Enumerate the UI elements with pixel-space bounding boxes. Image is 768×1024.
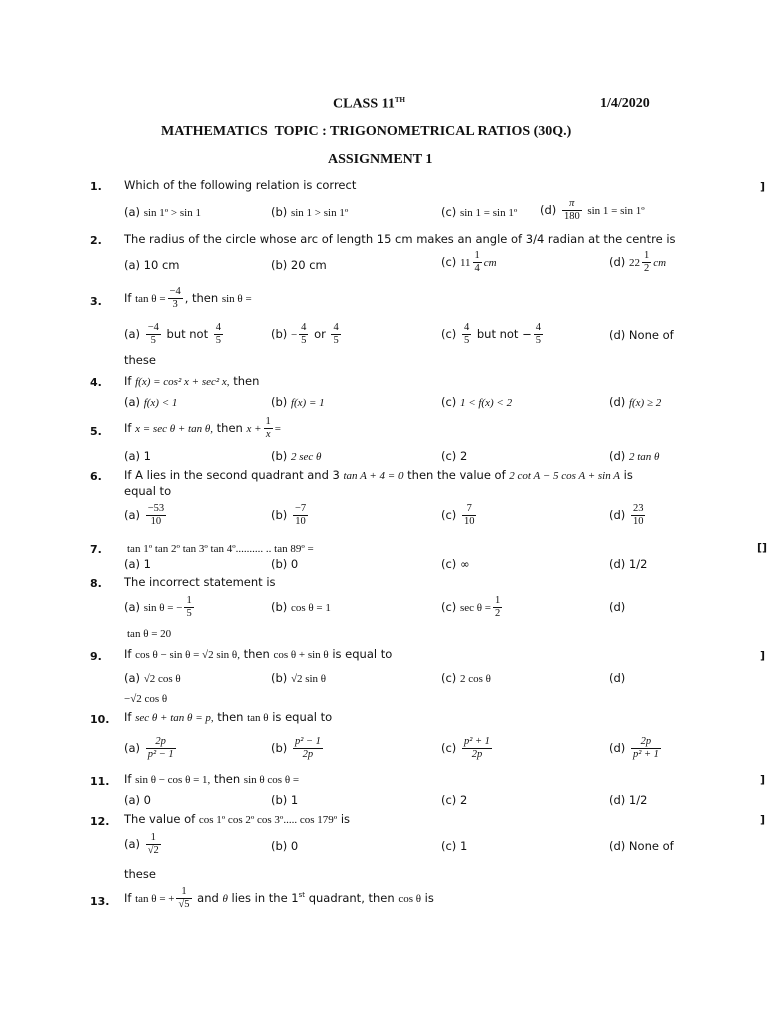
option-d: (d) $\frac{23}{10}$	[609, 503, 644, 527]
option-d: (d) None of	[609, 328, 674, 342]
question-number: 11.	[90, 775, 110, 788]
question-text: The radius of the circle whose arc of length 15 cm makes an angle of 3/4 radian at the centre is	[124, 232, 676, 246]
option-a: (a) 1	[124, 449, 151, 463]
option-c: (c) 11 $\frac{1}{4}$ cm	[441, 250, 497, 274]
option-c: (c) $\frac{4}{5}$ but not − $\frac{4}{5}$	[441, 322, 541, 346]
assignment-heading: ASSIGNMENT 1	[328, 152, 433, 167]
question-number: 8.	[90, 577, 102, 590]
option-d: (d) 22 $\frac{1}{2}$ cm	[609, 250, 667, 274]
option-d-continued: these	[124, 867, 156, 881]
option-c: (c) $\frac{7}{10}$	[441, 503, 475, 527]
option-a: (a) $\frac{-4}{5}$ but not $\frac{4}{5}$	[124, 322, 222, 346]
option-a: (a) 0	[124, 793, 151, 807]
question-number: 2.	[90, 234, 102, 247]
option-d: (d) $\frac{\pi}{180}$ sin 1 = sin 1º	[540, 198, 645, 222]
option-c: (c) $\frac{\text{p² + 1}}{2p}$	[441, 736, 490, 760]
option-b: (b) cos θ = 1	[271, 600, 331, 614]
edge-mark: ]	[760, 813, 766, 826]
option-d: (d) 1/2	[609, 557, 648, 571]
question-number: 12.	[90, 815, 110, 828]
question-number: 10.	[90, 713, 110, 726]
option-c: (c) 2	[441, 449, 468, 463]
question-text: If x = sec θ + tan θ, then x + $\frac{1}{x}$ =	[124, 416, 282, 440]
option-c: (c) ∞	[441, 557, 470, 571]
question-number: 9.	[90, 650, 102, 663]
option-d: (d)	[609, 600, 626, 614]
option-a: (a) 1	[124, 557, 151, 571]
question-text-line2: equal to	[124, 484, 172, 498]
question-number: 13.	[90, 895, 110, 908]
option-a: (a) $\frac{2p}{\text{p² − 1}}$	[124, 736, 174, 760]
option-a: (a) sin θ = − $\frac{1}{5}$	[124, 595, 192, 619]
option-a: (a) √2 cos θ	[124, 671, 181, 685]
question-text: The incorrect statement is	[124, 575, 276, 589]
question-number: 7.	[90, 543, 102, 556]
question-text: If tan θ = + $\frac{1}{√5}$ and θ lies in the 1st quadrant, then cos θ is	[124, 886, 434, 910]
option-a: (a) $\frac{-53}{10}$	[124, 503, 165, 527]
option-b: (b) 20 cm	[271, 258, 327, 272]
question-text: If tan θ = $\frac{-4}{3}$ , then sin θ =	[124, 286, 252, 310]
question-number: 1.	[90, 180, 102, 193]
option-b: (b) 0	[271, 839, 299, 853]
option-a: (a) $\frac{1}{√2}$	[124, 832, 159, 856]
option-d: (d) 1/2	[609, 793, 648, 807]
option-a: (a) 10 cm	[124, 258, 180, 272]
option-d: (d) None of	[609, 839, 674, 853]
option-d: (d) $\frac{2p}{\text{p² + 1}}$	[609, 736, 659, 760]
option-b: (b) 1	[271, 793, 299, 807]
option-b: (b) f(x) = 1	[271, 395, 325, 409]
edge-mark: []	[757, 541, 768, 554]
question-number: 6.	[90, 470, 102, 483]
option-b: (b) − $\frac{4}{5}$ or $\frac{4}{5}$	[271, 322, 339, 346]
option-c: (c) sin 1 = sin 1º	[441, 205, 518, 219]
question-number: 4.	[90, 376, 102, 389]
question-text: Which of the following relation is correct	[124, 178, 357, 192]
option-c: (c) sec θ = $\frac{1}{2}$	[441, 595, 501, 619]
option-c: (c) 1	[441, 839, 468, 853]
edge-mark: ]	[760, 649, 766, 662]
option-b: (b) 2 sec θ	[271, 449, 322, 463]
question-text: If f(x) = cos² x + sec² x, then	[124, 374, 260, 388]
option-a: (a) sin 1º > sin 1	[124, 205, 201, 219]
option-d-continued: −√2 cos θ	[124, 693, 168, 705]
option-b: (b) sin 1 > sin 1º	[271, 205, 349, 219]
question-text: If A lies in the second quadrant and 3 tan A + 4 = 0 then the value of 2 cot A − 5 cos A + sin A is	[124, 468, 633, 482]
question-text: If cos θ − sin θ = √2 sin θ, then cos θ + sin θ is equal to	[124, 647, 393, 661]
option-d: (d) f(x) ≥ 2	[609, 395, 662, 409]
option-b: (b) $\frac{\text{p² − 1}}{2p}$	[271, 736, 321, 760]
edge-mark: ]	[760, 180, 766, 193]
question-text: If sin θ − cos θ = 1, then sin θ cos θ =	[124, 772, 300, 786]
option-c: (c) 2	[441, 793, 468, 807]
option-d: (d)	[609, 671, 626, 685]
topic-heading: MATHEMATICS TOPIC : TRIGONOMETRICAL RATIOS (30Q.)	[161, 124, 572, 139]
question-number: 5.	[90, 425, 102, 438]
date-label: 1/4/2020	[600, 96, 650, 111]
question-number: 3.	[90, 295, 102, 308]
option-d-continued: tan θ = 20	[127, 628, 172, 640]
option-b: (b) $\frac{-7}{10}$	[271, 503, 307, 527]
question-text: tan 1º tan 2º tan 3º tan 4º.......... .. tan 89º =	[127, 543, 314, 555]
question-text: If sec θ + tan θ = p, then tan θ is equal to	[124, 710, 333, 724]
option-d: (d) 2 tan θ	[609, 449, 660, 463]
question-text: The value of cos 1º cos 2º cos 3º..... cos 179º is	[124, 812, 350, 826]
option-c: (c) 1 < f(x) < 2	[441, 395, 513, 409]
option-c: (c) 2 cos θ	[441, 671, 491, 685]
option-b: (b) √2 sin θ	[271, 671, 327, 685]
option-b: (b) 0	[271, 557, 299, 571]
class-heading: CLASS 11TH	[333, 96, 405, 112]
option-a: (a) f(x) < 1	[124, 395, 178, 409]
edge-mark: ]	[760, 773, 766, 786]
option-d-continued: these	[124, 353, 156, 367]
